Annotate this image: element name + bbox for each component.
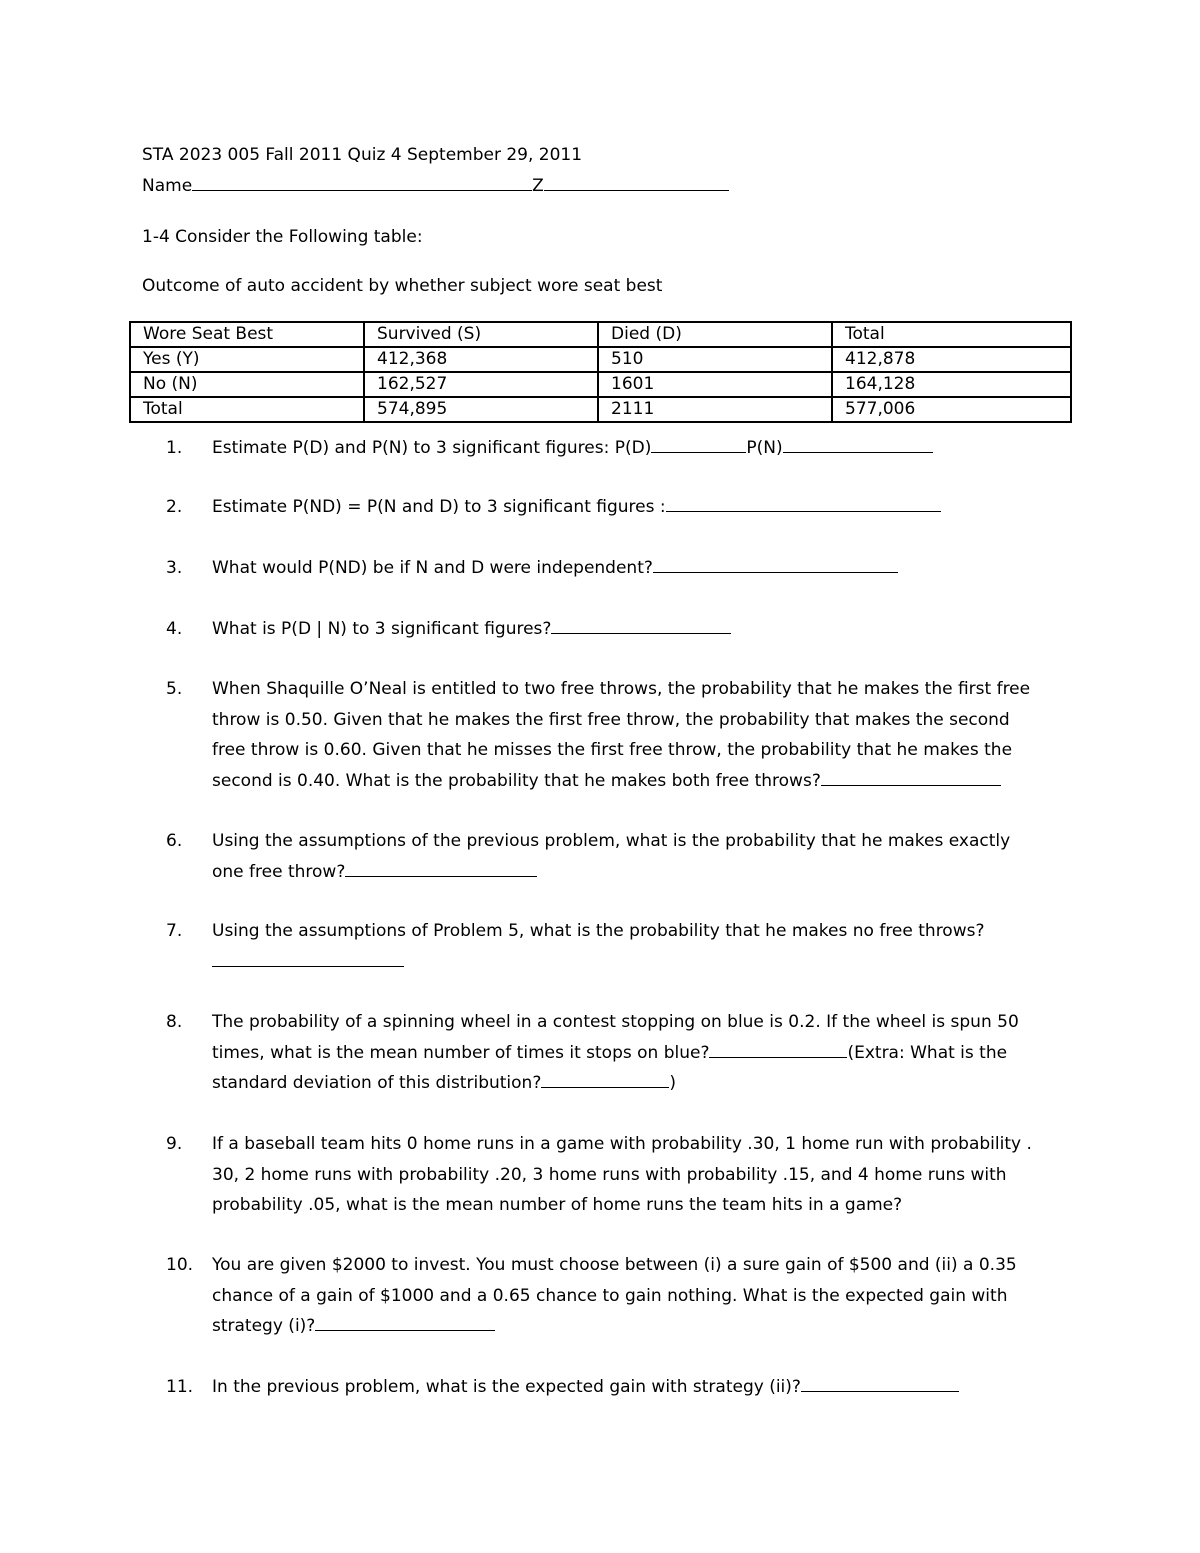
question-6	[166, 826, 1066, 887]
answer-blank[interactable]	[653, 556, 898, 573]
question-number: 1.	[166, 438, 183, 458]
question-text: second is 0.40. What is the probability that he makes both free throws?	[212, 770, 821, 791]
question-text: throw is 0.50. Given that he makes the first free throw, the probability that makes the second	[212, 709, 1010, 730]
question-9	[166, 1129, 1066, 1221]
question-number: 7.	[166, 921, 183, 941]
table-cell: Total	[130, 397, 364, 422]
table-header-row	[130, 322, 1071, 347]
answer-blank[interactable]	[212, 950, 404, 967]
question-number: 6.	[166, 831, 183, 851]
question-1	[166, 433, 1066, 464]
question-text: times, what is the mean number of times it stops on blue?	[212, 1042, 710, 1063]
table-cell: 510	[598, 347, 832, 372]
table-cell: 412,878	[832, 347, 1071, 372]
question-number: 5.	[166, 679, 183, 699]
question-text: Using the assumptions of Problem 5, what is the probability that he makes no free throws?	[212, 921, 985, 941]
question-number: 3.	[166, 558, 183, 578]
table-cell: 164,128	[832, 372, 1071, 397]
question-text: When Shaquille O’Neal is entitled to two free throws, the probability that he makes the first free	[212, 679, 1031, 699]
question-text: What would P(ND) be if N and D were independent?	[212, 558, 653, 578]
table-cell: 574,895	[364, 397, 598, 422]
question-text: chance of a gain of $1000 and a 0.65 chance to gain nothing. What is the expected gain with	[212, 1285, 1008, 1306]
question-text: What is P(D | N) to 3 significant figures?	[212, 619, 552, 639]
table-header-cell: Wore Seat Best	[130, 322, 364, 347]
answer-blank[interactable]	[345, 860, 537, 877]
table-row	[130, 347, 1071, 372]
table-cell: Yes (Y)	[130, 347, 364, 372]
question-text: Estimate P(ND) = P(N and D) to 3 significant figures :	[212, 497, 666, 517]
question-text: The probability of a spinning wheel in a contest stopping on blue is 0.2. If the wheel is spun 50	[212, 1012, 1019, 1032]
answer-blank[interactable]	[821, 769, 1001, 786]
name-z-line	[142, 174, 729, 197]
answer-blank-pn[interactable]	[783, 436, 933, 453]
table-caption: Outcome of auto accident by whether subject wore seat best	[142, 276, 663, 296]
answer-blank[interactable]	[801, 1375, 959, 1392]
z-field[interactable]	[544, 174, 729, 191]
z-label: Z	[532, 176, 544, 196]
table-header-cell: Total	[832, 322, 1071, 347]
question-number: 9.	[166, 1134, 183, 1154]
question-number: 4.	[166, 619, 183, 639]
answer-blank-mean[interactable]	[709, 1041, 847, 1058]
question-text: P(N)	[746, 438, 783, 458]
table-cell: 1601	[598, 372, 832, 397]
question-text: )	[669, 1073, 676, 1093]
question-text: standard deviation of this distribution?	[212, 1073, 542, 1093]
question-number: 10.	[166, 1255, 194, 1275]
question-text: Estimate P(D) and P(N) to 3 significant figures: P(D)	[212, 438, 652, 458]
table-cell: 412,368	[364, 347, 598, 372]
question-text: Using the assumptions of the previous problem, what is the probability that he makes exactly	[212, 831, 1011, 851]
question-2	[166, 492, 1066, 523]
question-7	[166, 916, 1066, 977]
table-row	[130, 397, 1071, 422]
question-number: 2.	[166, 497, 183, 517]
question-number: 8.	[166, 1012, 183, 1032]
name-field[interactable]	[192, 174, 532, 191]
answer-blank[interactable]	[315, 1314, 495, 1331]
answer-blank[interactable]	[666, 495, 941, 512]
question-4	[166, 614, 1066, 645]
answer-blank-pd[interactable]	[651, 436, 746, 453]
table-cell: 162,527	[364, 372, 598, 397]
question-text: one free throw?	[212, 861, 346, 882]
table-cell: No (N)	[130, 372, 364, 397]
question-text: probability .05, what is the mean number of home runs the team hits in a game?	[212, 1195, 903, 1215]
question-text: free throw is 0.60. Given that he misses the first free throw, the probability that he makes the	[212, 740, 1013, 760]
question-3	[166, 553, 1066, 584]
table-cell: 2111	[598, 397, 832, 422]
question-number: 11.	[166, 1377, 194, 1397]
question-text: (Extra: What is the	[847, 1042, 1008, 1063]
intro-text: 1-4 Consider the Following table:	[142, 227, 423, 247]
question-text: You are given $2000 to invest. You must choose between (i) a sure gain of $500 and (ii) a 0.35	[212, 1255, 1017, 1275]
name-label: Name	[142, 176, 193, 196]
question-8	[166, 1007, 1066, 1099]
quiz-title: STA 2023 005 Fall 2011 Quiz 4 September 29, 2011	[142, 145, 583, 165]
table-row	[130, 372, 1071, 397]
question-10	[166, 1250, 1066, 1342]
question-text: 30, 2 home runs with probability .20, 3 home runs with probability .15, and 4 home runs with	[212, 1164, 1007, 1185]
seatbelt-table	[129, 321, 1072, 423]
question-text: In the previous problem, what is the expected gain with strategy (ii)?	[212, 1377, 801, 1397]
answer-blank-sd[interactable]	[541, 1071, 669, 1088]
question-11	[166, 1372, 1066, 1403]
answer-blank[interactable]	[551, 617, 731, 634]
question-text: strategy (i)?	[212, 1316, 316, 1336]
table-header-cell: Died (D)	[598, 322, 832, 347]
table-header-cell: Survived (S)	[364, 322, 598, 347]
question-text: If a baseball team hits 0 home runs in a game with probability .30, 1 home run with probability .	[212, 1134, 1032, 1154]
table-cell: 577,006	[832, 397, 1071, 422]
question-5	[166, 674, 1066, 796]
